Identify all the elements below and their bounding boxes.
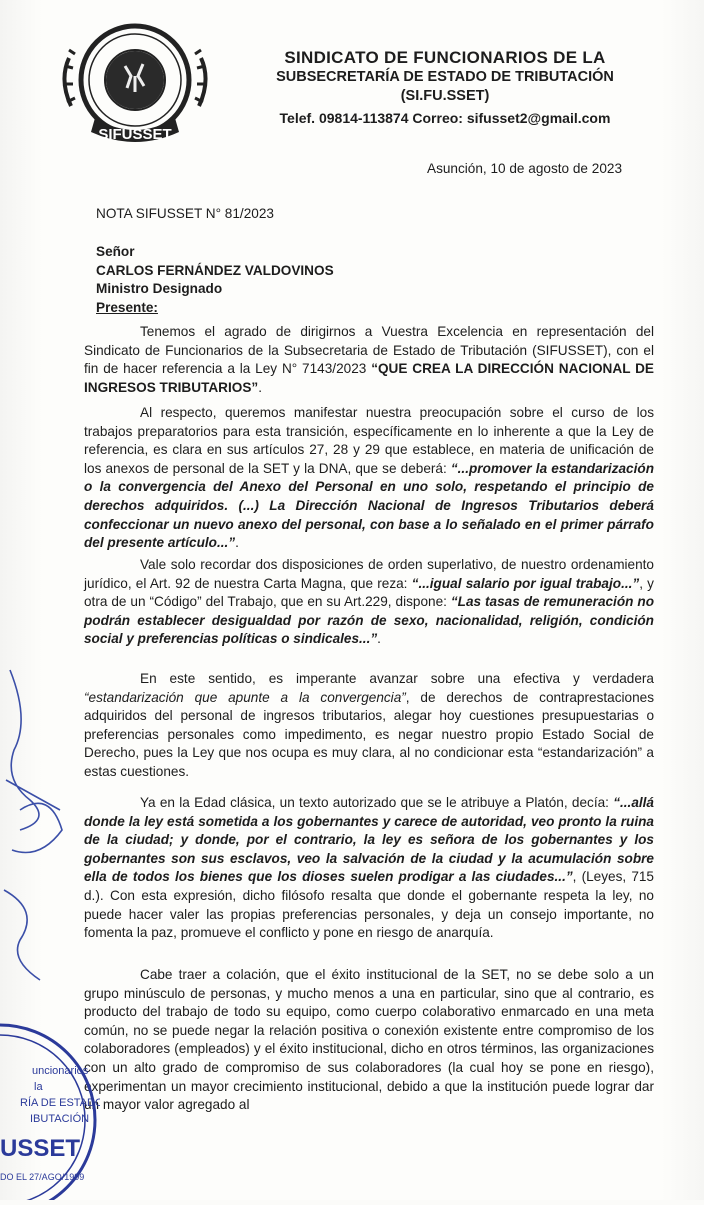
p3-text: Vale solo recordar dos disposiciones de orden superlativo, de nuestro ordenamiento jurídico, el Art. 92 de nuestra Carta Magna, que reza: (84, 557, 654, 591)
p4-text: En este sentido, es imperante avanzar sobre una efectiva y verdadera (140, 671, 654, 686)
stamp-line3: RÍA DE ESTADO (20, 1097, 100, 1109)
recipient-block (96, 243, 334, 317)
recipient-title: Ministro Designado (96, 281, 223, 297)
union-stamp (0, 1010, 100, 1200)
stamp-line6: DO EL 27/AGO/1999 (0, 1172, 85, 1182)
p1-text: Tenemos el agrado de dirigirnos a Vuestra Excelencia en representación del Sindicato de Funcionarios de la Subsecretaria de Estado de Tributación (SIFUSSET), con el fin de hacer referencia a la Ley N° 7143/2023 (84, 324, 654, 377)
p3-end: . (377, 631, 381, 647)
p2-text: Al respecto, queremos manifestar nuestra preocupación sobre el curso de los trabajos preparatorios para esta transición, específicamente en lo inherente a que la Ley de referencia, es clara en sus artículos 27, 28 y 29 que establece, en materia de unificación de los anexos de personal de la SET y la DNA, que se deberá: (84, 405, 654, 476)
paragraph-6 (84, 966, 654, 1115)
p2-end: . (235, 535, 239, 551)
stamp-line2: la (34, 1081, 43, 1093)
stamp-line4: IBUTACIÓN (30, 1113, 90, 1125)
p4-text-2: , de derechos de contraprestaciones adquiridos del personal de ingresos tributarios, alegar hoy cuestiones presupuestarias o preferencias personales como impedimento, es negar nuestro propio Estado Social de Derecho, pues la Ley que nos ocupa es muy clara, al no condicionar esta “estandarización” a estas cuestiones. (84, 689, 654, 779)
date-line: Asunción, 10 de agosto de 2023 (427, 161, 622, 176)
note-number: NOTA SIFUSSET N° 81/2023 (96, 206, 274, 221)
org-acronym: (SI.FU.SSET) (400, 88, 490, 104)
p5-plato-quote: “...allá donde la ley está sometida a los gobernantes y carece de autoridad, veo pronto la ruina de la ciudad; y donde, por el contrario, la ley es señora de los gobernantes y los gobernantes son sus esclavos, veo la salvación de la ciudad y la acumulación sobre ella de todos los bienes que los dioses suelen prodigar a las ciudades...” (84, 795, 654, 885)
p3-quote-1: “...igual salario por igual trabajo...” (411, 575, 640, 591)
paragraph-5 (84, 794, 654, 943)
paragraph-2 (84, 404, 654, 553)
p3-text-2: , y otra de un “Código” del Trabajo, que en su Art.229, dispone: (84, 575, 654, 610)
paragraph-3 (84, 556, 654, 649)
handwritten-signature (0, 660, 80, 1000)
stamp-line1: uncionarios (32, 1065, 89, 1077)
p3-quote-2: “Las tasas de remuneración no podrán establecer desigualdad por razón de sexo, nacionalidad, religión, condición social y preferencias políticas o sindicales...” (84, 594, 654, 647)
p1-law-title: “QUE CREA LA DIRECCIÓN NACIONAL DE INGRESOS TRIBUTARIOS” (84, 361, 654, 395)
p5-text-2: , (Leyes, 715 d.). Con esta expresión, dicho filósofo resalta que donde el gobernante respeta la ley, no puede hacer valer las propias preferencias personales, y deja un consejo importante, no fomenta la paz, promueve el conflicto y pone en riesgo de anarquía. (84, 869, 654, 941)
org-name-line1: SINDICATO DE FUNCIONARIOS DE LA (284, 48, 606, 67)
p5-text: Ya en la Edad clásica, un texto autorizado que se le atribuye a Platón, decía: (140, 795, 614, 810)
p4-quote: “estandarización que apunte a la convergencia” (84, 689, 406, 705)
org-name-line2: SUBSECRETARÍA DE ESTADO DE TRIBUTACIÓN (276, 69, 614, 85)
p1-end: . (258, 379, 262, 395)
logo-banner-text: SIFUSSET (98, 126, 172, 143)
contact-line: Telef. 09814-113874 Correo: sifusset2@gmail.com (279, 110, 611, 126)
letterhead (225, 48, 665, 128)
recipient-name: CARLOS FERNÁNDEZ VALDOVINOS (96, 262, 334, 278)
stamp-line5: USSET (0, 1135, 81, 1162)
paragraph-4 (84, 670, 654, 782)
presente-label: Presente: (96, 299, 158, 315)
salutation: Señor (96, 244, 135, 259)
paragraph-1 (84, 323, 654, 397)
p6-text: Cabe traer a colación, que el éxito institucional de la SET, no se debe solo a un grupo minúsculo de personas, y mucho menos a una en particular, sino que al contrario, es producto del trabajo de todo su equipo, como cuerpo colaborativo enmarcado en una meta común, no se puede negar la relación positiva o conexión existente entre compromiso de los colaboradores (empleados) y el éxito institucional, dicho en otros términos, las organizaciones con un alto grado de compromiso de sus colaboradores (la cual hoy se pone en riesgo), experimentan un mayor crecimiento institucional, debido a que la institución puede lograr dar un mayor valor agregado al (84, 967, 654, 1113)
p2-quote: “...promover la estandarización o la convergencia del Anexo del Personal en uno solo, respetando el principio de derechos adquiridos. (...) La Dirección Nacional de Ingresos Tributarios deberá confeccionar un nuevo anexo del personal, con base a lo señalado en el primer párrafo del presente artículo...” (84, 460, 654, 551)
union-logo (55, 18, 215, 153)
